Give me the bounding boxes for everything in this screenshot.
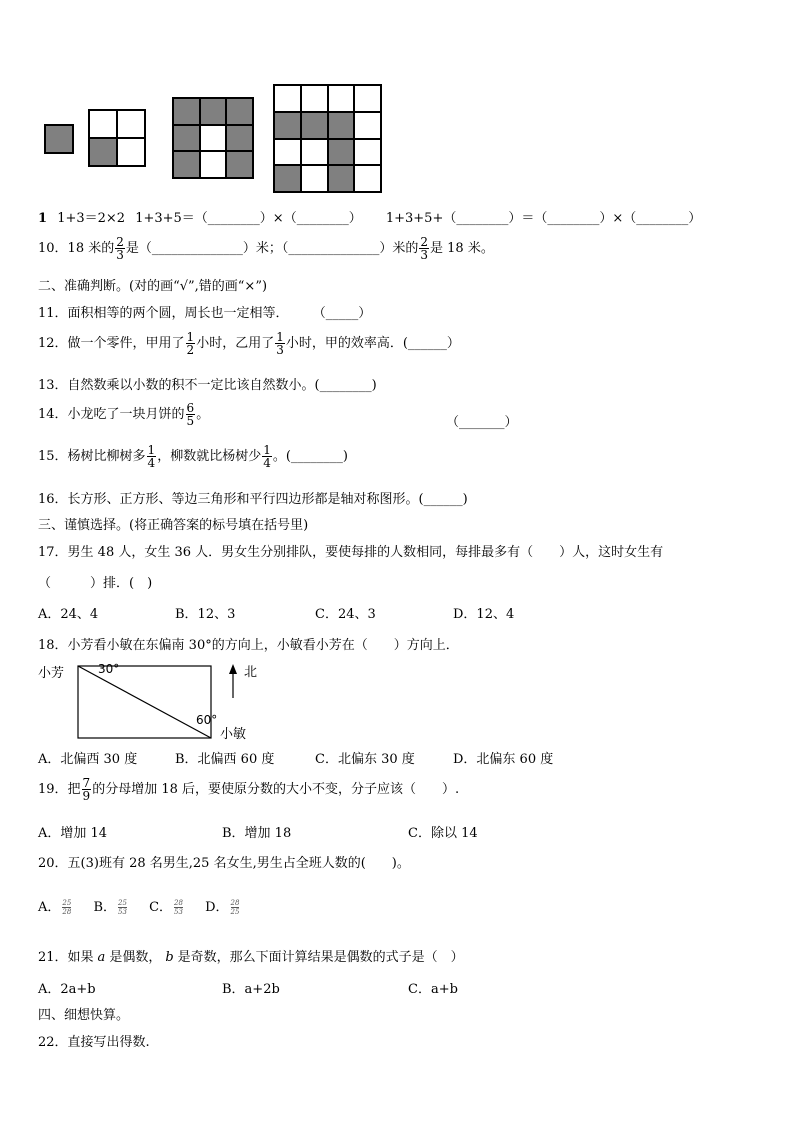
q20-fraction-b: $\frac{25}{53}$ bbox=[118, 899, 127, 916]
section-2-heading: 二、准确判断。(对的画“√”,错的画“×”) bbox=[38, 279, 268, 294]
q18-label-xiaomin: 小敏 bbox=[220, 727, 247, 742]
q15-fraction-2: $\frac{1}{4}$ bbox=[263, 443, 271, 470]
q20-options bbox=[38, 896, 241, 916]
q18-option-b[interactable]: B．北偏西 60 度 bbox=[175, 752, 275, 767]
question-13[interactable]: 13．自然数乘以小数的积不一定比该自然数小。(________) bbox=[38, 378, 377, 393]
q12-text-c[interactable]: 小时，甲的效率高．(______） bbox=[285, 336, 460, 351]
q11-text: 11．面积相等的两个圆，周长也一定相等． bbox=[38, 306, 289, 321]
q20-option-d[interactable]: D． $\frac{28}{25}$ bbox=[205, 899, 240, 916]
q21-text-c: 是奇数，那么下面计算结果是偶数的式子是（ ） bbox=[177, 950, 464, 965]
q19-option-c[interactable]: C．除以 14 bbox=[408, 826, 478, 841]
q20-fraction-c: $\frac{28}{53}$ bbox=[174, 899, 183, 916]
q19-text-b: 的分母增加 18 后，要使原分数的大小不变，分子应该（ ）. bbox=[92, 782, 460, 797]
q10-fraction-1: $\frac{2}{3}$ bbox=[116, 235, 124, 262]
q21-var-b: b bbox=[165, 950, 174, 965]
q10-text-b[interactable]: 是（______________）米；（______________）米的 bbox=[125, 241, 419, 256]
q17-option-d[interactable]: D．12、4 bbox=[453, 607, 515, 622]
q18-diagonal bbox=[78, 666, 211, 738]
q15-text-c[interactable]: 。(________) bbox=[272, 449, 348, 464]
q12-text-a: 12．做一个零件，甲用了 bbox=[38, 336, 185, 351]
q9-blank-1[interactable]: 1+3+5＝（________）×（________） bbox=[135, 211, 362, 226]
q19-option-a[interactable]: A．增加 14 bbox=[38, 826, 108, 841]
q17-option-a[interactable]: A．24、4 bbox=[38, 607, 99, 622]
q18-label-60-degrees: 60° bbox=[196, 713, 218, 727]
question-17-line-2[interactable]: （ ）排．( ) bbox=[38, 576, 153, 591]
q20-option-a[interactable]: A． $\frac{25}{28}$ bbox=[38, 899, 72, 916]
question-22: 22．直接写出得数. bbox=[38, 1035, 150, 1050]
question-21 bbox=[38, 946, 464, 965]
q10-fraction-2: $\frac{2}{3}$ bbox=[420, 235, 429, 262]
q14-text-a: 14．小龙吃了一块月饼的 bbox=[38, 407, 185, 422]
section-3-heading: 三、谨慎选择。(将正确答案的标号填在括号里) bbox=[38, 518, 309, 533]
q12-fraction-1: $\frac{1}{2}$ bbox=[186, 330, 195, 357]
question-16[interactable]: 16．长方形、正方形、等边三角形和平行四边形都是轴对称图形。(______) bbox=[38, 492, 468, 507]
q18-option-a[interactable]: A．北偏西 30 度 bbox=[38, 752, 138, 767]
q21-option-a[interactable]: A．2a+b bbox=[38, 982, 96, 997]
q12-fraction-2: $\frac{1}{3}$ bbox=[276, 330, 284, 357]
q20-fraction-d: $\frac{28}{25}$ bbox=[230, 899, 240, 916]
q18-option-c[interactable]: C．北偏东 30 度 bbox=[315, 752, 415, 767]
question-17-line-1: 17．男生 48 人，女生 36 人．男女生分别排队，要使每排的人数相同，每排最多有（ ）人，这时女生有 bbox=[38, 545, 664, 560]
q19-text-a: 19．把 bbox=[38, 782, 81, 797]
q11-blank[interactable]: （_____） bbox=[312, 306, 372, 321]
q15-text-b: ，柳数就比杨树少 bbox=[157, 449, 262, 464]
q20-option-c[interactable]: C． $\frac{28}{53}$ bbox=[149, 899, 183, 916]
question-20: 20．五(3)班有 28 名男生,25 名女生,男生占全班人数的( )。 bbox=[38, 856, 410, 871]
q18-label-north: 北 bbox=[244, 665, 258, 680]
q20-option-b[interactable]: B． $\frac{25}{53}$ bbox=[93, 899, 127, 916]
q9-blank-2[interactable]: 1+3+5+（________）＝（________）×（________） bbox=[385, 211, 702, 226]
question-18: 18．小芳看小敏在东偏南 30°的方向上，小敏看小芳在（ ）方向上． bbox=[38, 638, 459, 653]
q19-fraction: $\frac{7}{9}$ bbox=[82, 776, 91, 803]
q14-fraction: $\frac{6}{5}$ bbox=[186, 401, 195, 428]
q14-text-b: 。 bbox=[196, 407, 210, 422]
q12-text-b: 小时，乙用了 bbox=[196, 336, 275, 351]
q18-label-30-degrees: 30° bbox=[98, 662, 120, 676]
q21-var-a: a bbox=[97, 950, 106, 965]
q19-option-b[interactable]: B．增加 18 bbox=[222, 826, 292, 841]
q9-example: 1+3＝2×2 bbox=[57, 211, 126, 226]
q17-option-c[interactable]: C．24、3 bbox=[315, 607, 376, 622]
q18-label-xiaofang: 小芳 bbox=[38, 666, 65, 681]
q21-text-b: 是偶数， bbox=[109, 950, 162, 965]
q15-text-a: 15．杨树比柳树多 bbox=[38, 449, 146, 464]
q10-text-a: 10．18 米的 bbox=[38, 241, 115, 256]
q15-fraction-1: $\frac{1}{4}$ bbox=[147, 443, 156, 470]
q14-blank[interactable]: （_______） bbox=[446, 415, 518, 430]
section-4-heading: 四、细想快算。 bbox=[38, 1008, 130, 1023]
q17-option-b[interactable]: B．12、3 bbox=[175, 607, 236, 622]
q10-text-c: 是 18 米。 bbox=[430, 241, 494, 256]
q21-option-b[interactable]: B．a+2b bbox=[222, 982, 280, 997]
q21-option-c[interactable]: C．a+b bbox=[408, 982, 458, 997]
north-arrow-icon bbox=[229, 664, 237, 674]
q9-number: 1 bbox=[38, 211, 48, 226]
q21-text-a: 21．如果 bbox=[38, 950, 94, 965]
question-19 bbox=[38, 777, 459, 802]
q18-option-d[interactable]: D．北偏东 60 度 bbox=[453, 752, 554, 767]
q20-fraction-a: $\frac{25}{28}$ bbox=[62, 899, 72, 916]
